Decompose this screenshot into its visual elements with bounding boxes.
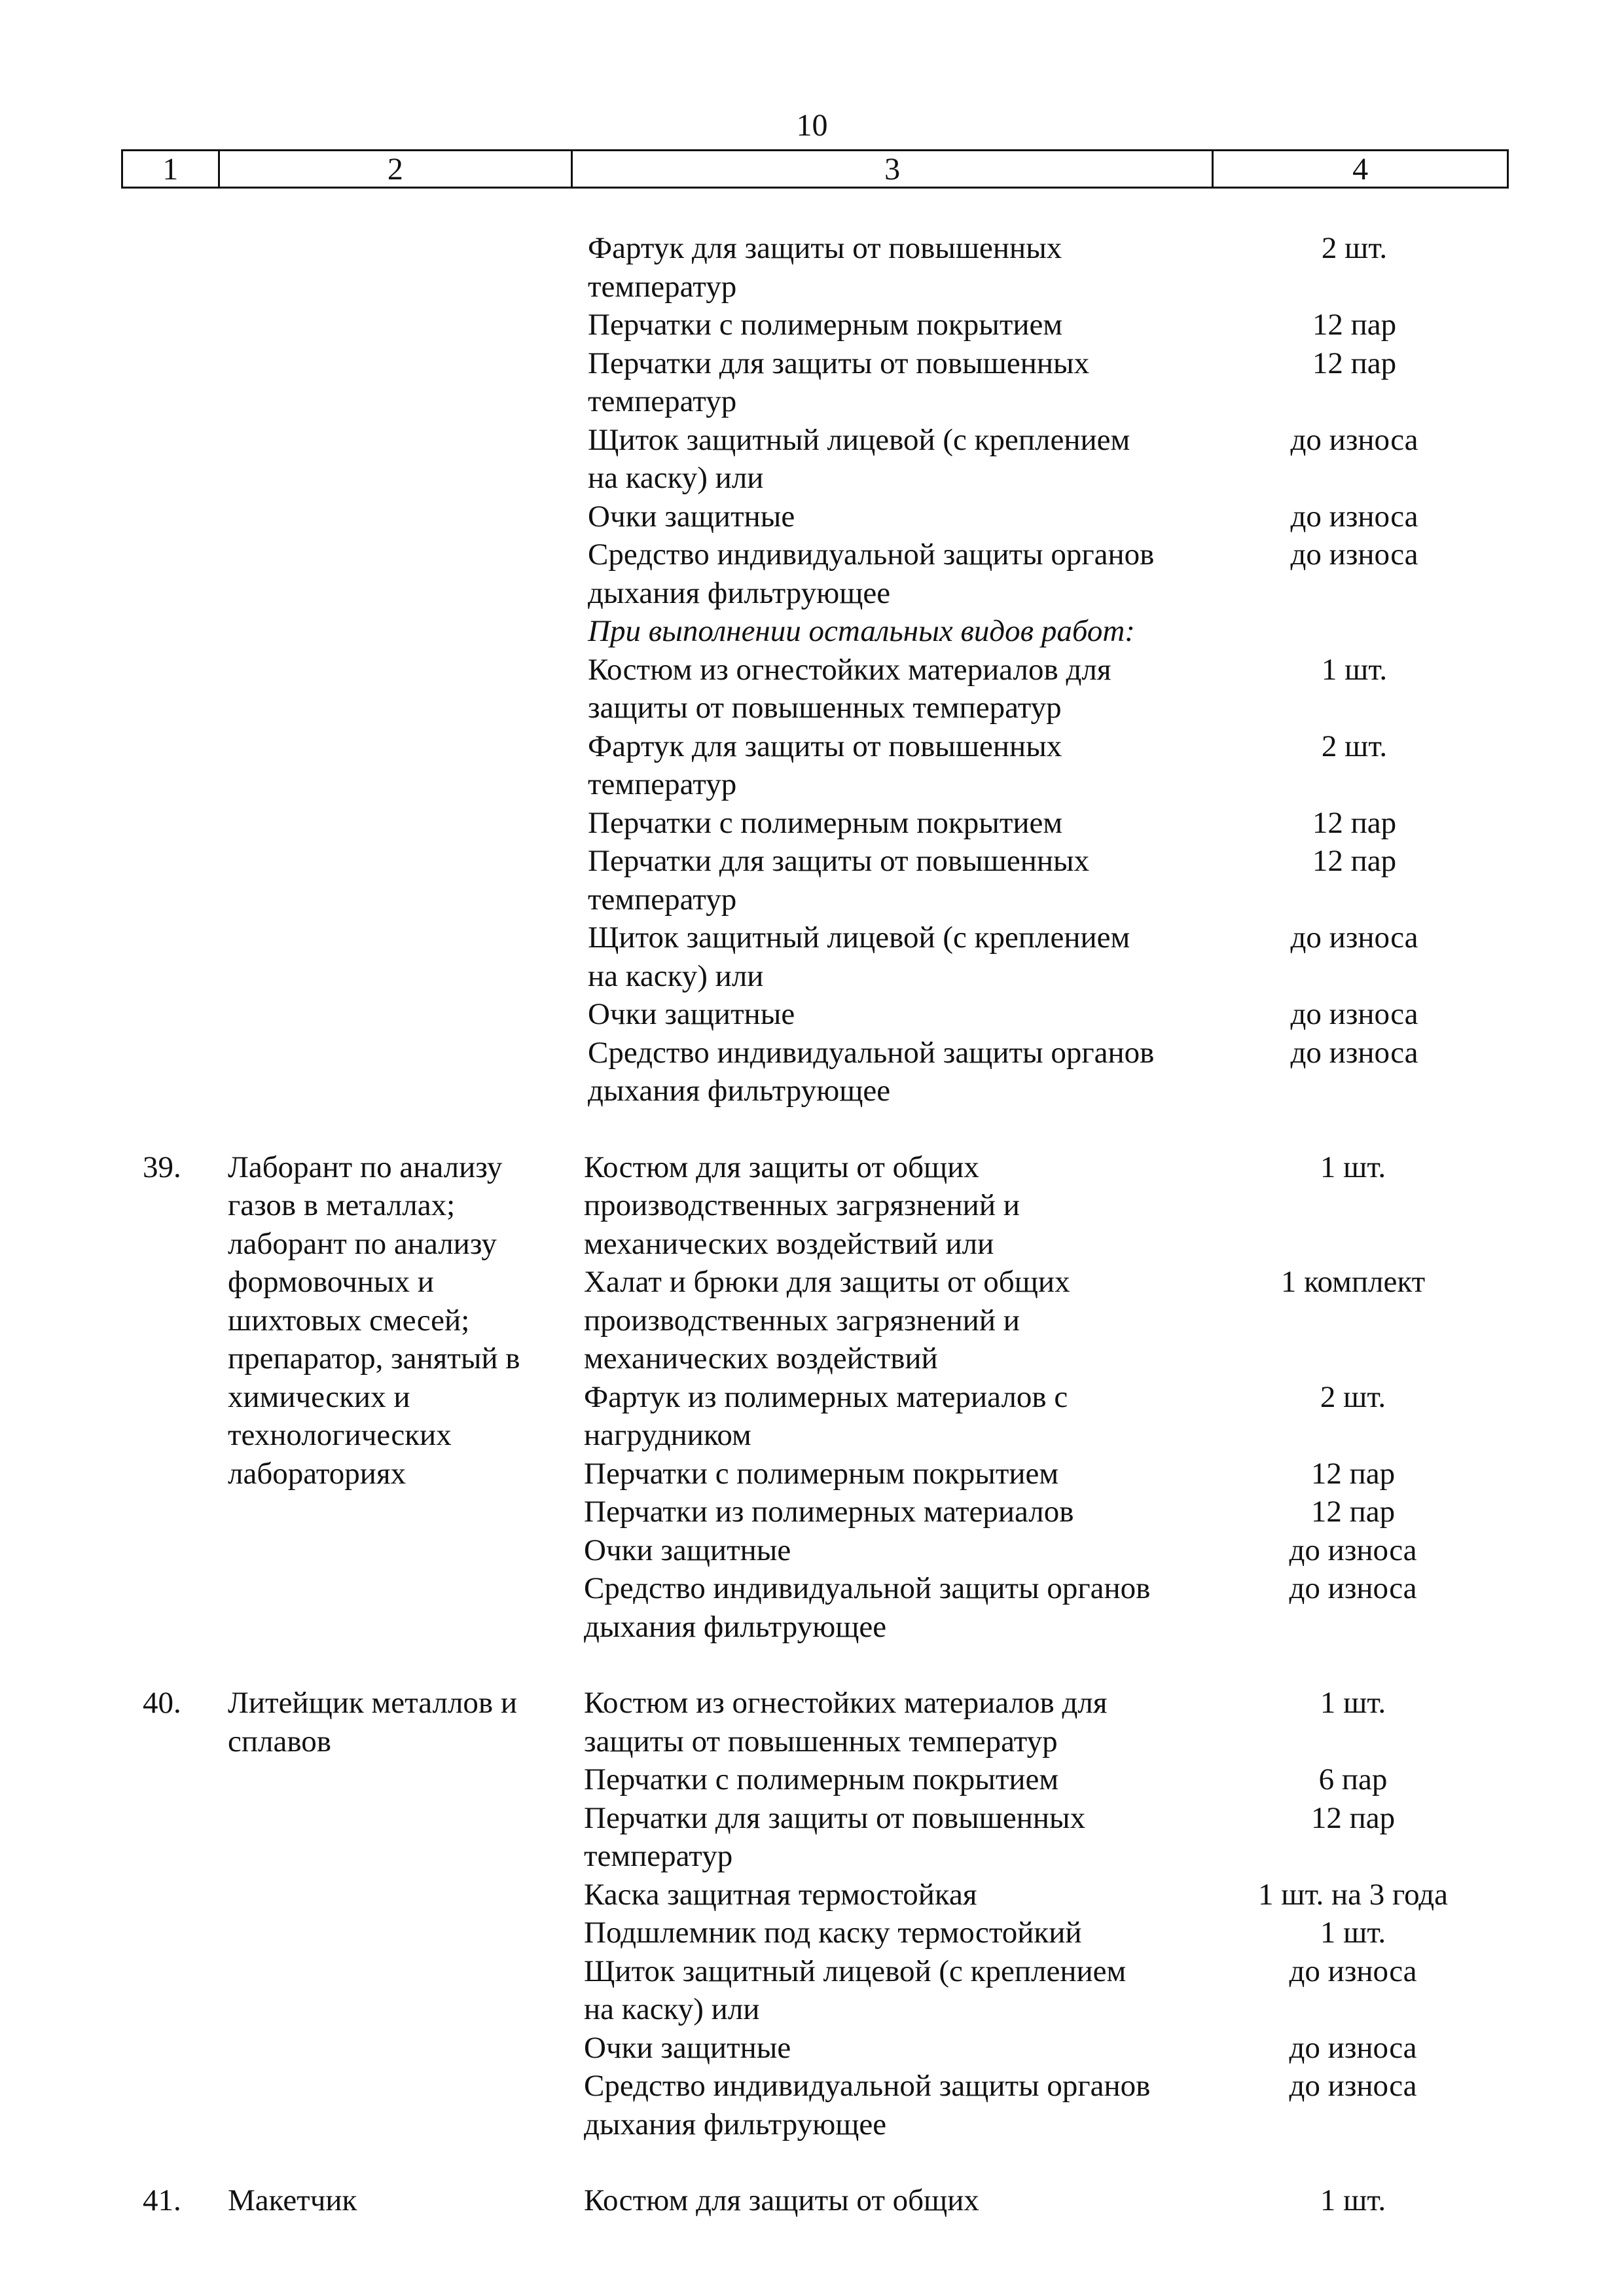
table-entry <box>0 229 1624 1110</box>
profession-name-line: Лаборант по анализу <box>228 1150 503 1184</box>
table-body <box>0 229 1624 2220</box>
profession-name-line: Макетчик <box>228 2183 357 2217</box>
ppe-item-description <box>584 1760 1225 1799</box>
ppe-item-norm: 1 шт. на 3 года <box>1258 1877 1448 1912</box>
ppe-item-description-line: Очки защитные <box>588 499 795 534</box>
ppe-item <box>0 2067 1624 2143</box>
ppe-item-description-line: Перчатки с полимерным покрытием <box>588 805 1063 840</box>
ppe-item-description <box>584 2067 1225 2143</box>
ppe-item-description-line: производственных загрязнений и <box>584 1188 1020 1222</box>
ppe-item <box>0 1569 1624 1646</box>
ppe-item-description <box>588 995 1229 1034</box>
ppe-item-norm: до износа <box>1289 2069 1417 2103</box>
profession-name-line: лаборант по анализу <box>228 1226 497 1261</box>
ppe-item-norm: 12 пар <box>1312 308 1397 342</box>
ppe-item-description-line: на каску) или <box>584 1992 760 2026</box>
ppe-item-description-line: Щиток защитный лицевой (с креплением <box>588 422 1130 457</box>
ppe-item-description <box>588 651 1229 727</box>
ppe-item-description-line: температур <box>588 384 737 418</box>
ppe-item-norm: до износа <box>1290 422 1418 457</box>
ppe-item-description <box>588 727 1229 804</box>
entry-number: 40. <box>143 1686 181 1720</box>
ppe-item <box>0 1493 1624 1531</box>
ppe-item <box>0 1876 1624 1914</box>
ppe-item-description-line: на каску) или <box>588 958 764 993</box>
profession-name-line: препаратор, занятый в <box>228 1341 520 1376</box>
ppe-item-norm: до износа <box>1289 2030 1417 2065</box>
ppe-item <box>0 1914 1624 1952</box>
ppe-item-description-line: Очки защитные <box>584 1533 791 1567</box>
table-column-header-row <box>121 149 1509 189</box>
ppe-item-description-line: механических воздействий <box>584 1341 938 1376</box>
ppe-item-description-line: При выполнении остальных видов работ: <box>588 614 1135 648</box>
profession-name-line: технологических <box>228 1418 452 1452</box>
ppe-item-description-line: дыхания фильтрующее <box>584 1609 887 1644</box>
ppe-item-description-line: Халат и брюки для защиты от общих <box>584 1265 1070 1299</box>
ppe-item-description-line: Костюм для защиты от общих <box>584 1150 979 1184</box>
ppe-item-norm: до износа <box>1290 920 1418 955</box>
ppe-item-norm: до износа <box>1290 538 1418 572</box>
ppe-item-description <box>588 919 1229 995</box>
ppe-item-description-line: механических воздействий или <box>584 1226 994 1261</box>
profession-name <box>228 1148 568 1493</box>
ppe-item-norm: 1 шт. <box>1320 1150 1386 1184</box>
column-header-4: 4 <box>1352 151 1369 187</box>
ppe-item-description-line: Перчатки с полимерным покрытием <box>588 308 1063 342</box>
entry-spacer <box>0 1110 1624 1148</box>
ppe-item <box>0 1760 1624 1799</box>
profession-name-line: шихтовых смесей; <box>228 1303 470 1338</box>
profession-name <box>228 1684 568 1760</box>
section-subheading <box>0 612 1624 651</box>
ppe-item-description <box>584 1684 1225 1760</box>
table-entry <box>0 1148 1624 1647</box>
ppe-item-norm: 12 пар <box>1312 805 1397 840</box>
ppe-item-description <box>584 1148 1225 1264</box>
ppe-item <box>0 651 1624 727</box>
ppe-item <box>0 2029 1624 2068</box>
ppe-item-norm: 6 пар <box>1318 1762 1388 1796</box>
ppe-item-description-line: температур <box>588 882 737 917</box>
profession-name-line: газов в металлах; <box>228 1188 456 1222</box>
profession-name-line: Литейщик металлов и <box>228 1686 518 1720</box>
ppe-item-description <box>584 2181 1225 2220</box>
ppe-item-description <box>588 229 1229 306</box>
ppe-item-description-line: на каску) или <box>588 461 764 495</box>
ppe-item <box>0 1531 1624 1570</box>
profession-name-line: лабораториях <box>228 1456 406 1491</box>
ppe-item-norm: 1 шт. <box>1320 1916 1386 1950</box>
entry-spacer <box>0 1646 1624 1684</box>
ppe-item-description-line: Средство индивидуальной защиты органов <box>588 1035 1155 1070</box>
ppe-item-description <box>584 1952 1225 2029</box>
ppe-item-description-line: Фартук для защиты от повышенных <box>588 231 1062 265</box>
ppe-item-description-line: Фартук для защиты от повышенных <box>588 729 1062 763</box>
ppe-item-norm: 1 шт. <box>1321 652 1388 687</box>
ppe-item-description-line: Перчатки из полимерных материалов <box>584 1495 1074 1529</box>
ppe-item-description-line: Перчатки для защиты от повышенных <box>588 844 1090 878</box>
ppe-item-description <box>584 1876 1225 1914</box>
ppe-item-description-line: Перчатки с полимерным покрытием <box>584 1456 1059 1491</box>
ppe-item-norm: до износа <box>1289 1571 1417 1605</box>
ppe-item <box>0 1799 1624 1876</box>
ppe-item-description <box>588 536 1229 612</box>
ppe-item-norm: 2 шт. <box>1320 1379 1386 1414</box>
ppe-item-description <box>584 1569 1225 1646</box>
ppe-item-norm: 1 шт. <box>1320 2183 1386 2217</box>
ppe-item-norm: 12 пар <box>1310 1495 1396 1529</box>
page-number: 10 <box>796 108 828 143</box>
ppe-item-description <box>588 306 1229 344</box>
ppe-item-description-line: температур <box>588 269 737 304</box>
ppe-item <box>0 498 1624 536</box>
ppe-item <box>0 842 1624 919</box>
ppe-item-description-line: дыхания фильтрующее <box>588 1074 891 1108</box>
entry-number: 41. <box>143 2183 181 2217</box>
ppe-item-norm: 2 шт. <box>1321 231 1388 265</box>
ppe-item-description-line: Костюм для защиты от общих <box>584 2183 979 2217</box>
ppe-item <box>0 421 1624 498</box>
ppe-item-description-line: Щиток защитный лицевой (с креплением <box>584 1954 1127 1988</box>
ppe-item-norm: 12 пар <box>1310 1456 1396 1491</box>
entry-spacer <box>0 2143 1624 2181</box>
ppe-item-norm: 2 шт. <box>1321 729 1388 763</box>
ppe-item-description-line: Каска защитная термостойкая <box>584 1877 977 1912</box>
ppe-item-description-line: защиты от повышенных температур <box>588 691 1062 725</box>
ppe-item-description <box>584 1531 1225 1570</box>
ppe-item-description-line: Средство индивидуальной защиты органов <box>588 538 1155 572</box>
profession-name-line: химических и <box>228 1379 410 1414</box>
profession-name-line: сплавов <box>228 1724 331 1758</box>
ppe-item-norm: до износа <box>1290 1035 1418 1070</box>
ppe-item-description <box>588 804 1229 843</box>
ppe-item-norm: 1 шт. <box>1320 1686 1386 1720</box>
table-entry <box>0 2181 1624 2220</box>
ppe-item-description <box>588 421 1229 498</box>
ppe-item-description-line: нагрудником <box>584 1418 751 1452</box>
ppe-item-description <box>588 344 1229 421</box>
ppe-item-description <box>584 1455 1225 1493</box>
ppe-item-description-line: Костюм из огнестойких материалов для <box>584 1686 1108 1720</box>
column-header-1: 1 <box>123 151 220 187</box>
entry-number: 39. <box>143 1150 181 1184</box>
ppe-item-norm: 12 пар <box>1312 844 1397 878</box>
ppe-item-description <box>588 498 1229 536</box>
ppe-item <box>0 229 1624 306</box>
column-header-3: 3 <box>573 151 1214 187</box>
ppe-item-norm: до износа <box>1289 1954 1417 1988</box>
ppe-item-norm: 12 пар <box>1312 346 1397 380</box>
ppe-item-description-line: Щиток защитный лицевой (с креплением <box>588 920 1130 955</box>
ppe-item-description <box>588 612 1229 651</box>
ppe-item-description-line: Костюм из огнестойких материалов для <box>588 652 1111 687</box>
ppe-item-description <box>584 1263 1225 1378</box>
ppe-item-description-line: дыхания фильтрующее <box>588 575 891 610</box>
ppe-item-description <box>588 842 1229 919</box>
ppe-item-description-line: дыхания фильтрующее <box>584 2107 887 2141</box>
ppe-item-description-line: Средство индивидуальной защиты органов <box>584 1571 1151 1605</box>
ppe-item <box>0 1034 1624 1110</box>
ppe-item-description <box>584 1914 1225 1952</box>
ppe-item-description-line: температур <box>588 767 737 801</box>
ppe-item-description <box>588 1034 1229 1110</box>
ppe-item-description-line: Перчатки с полимерным покрытием <box>584 1762 1059 1796</box>
profession-name <box>228 2181 568 2220</box>
ppe-item-description-line: температур <box>584 1839 733 1873</box>
ppe-item <box>0 804 1624 843</box>
ppe-item-description-line: защиты от повышенных температур <box>584 1724 1058 1758</box>
ppe-item <box>0 306 1624 344</box>
ppe-item <box>0 344 1624 421</box>
ppe-item <box>0 919 1624 995</box>
ppe-item-norm: до износа <box>1290 997 1418 1031</box>
ppe-item <box>0 995 1624 1034</box>
ppe-item-description-line: Перчатки для защиты от повышенных <box>584 1800 1086 1835</box>
ppe-item-description-line: Фартук из полимерных материалов с <box>584 1379 1068 1414</box>
ppe-item-list <box>0 229 1624 1110</box>
column-header-2: 2 <box>220 151 573 187</box>
ppe-item-description <box>584 1493 1225 1531</box>
ppe-item-description-line: Средство индивидуальной защиты органов <box>584 2069 1151 2103</box>
ppe-item <box>0 1952 1624 2029</box>
ppe-item-norm: до износа <box>1289 1533 1417 1567</box>
ppe-item-norm: 12 пар <box>1310 1800 1396 1835</box>
ppe-item <box>0 536 1624 612</box>
ppe-item-description <box>584 1378 1225 1455</box>
ppe-item-description-line: Подшлемник под каску термостойкий <box>584 1916 1082 1950</box>
ppe-item-description-line: Перчатки для защиты от повышенных <box>588 346 1090 380</box>
table-entry <box>0 1684 1624 2143</box>
ppe-item-description-line: производственных загрязнений и <box>584 1303 1020 1338</box>
profession-name-line: формовочных и <box>228 1265 434 1299</box>
ppe-item-description-line: Очки защитные <box>584 2030 791 2065</box>
ppe-item-norm: 1 комплект <box>1280 1265 1426 1299</box>
ppe-item-description <box>584 2029 1225 2068</box>
ppe-item-norm: до износа <box>1290 499 1418 534</box>
ppe-item-description <box>584 1799 1225 1876</box>
ppe-item <box>0 727 1624 804</box>
ppe-item-description-line: Очки защитные <box>588 997 795 1031</box>
